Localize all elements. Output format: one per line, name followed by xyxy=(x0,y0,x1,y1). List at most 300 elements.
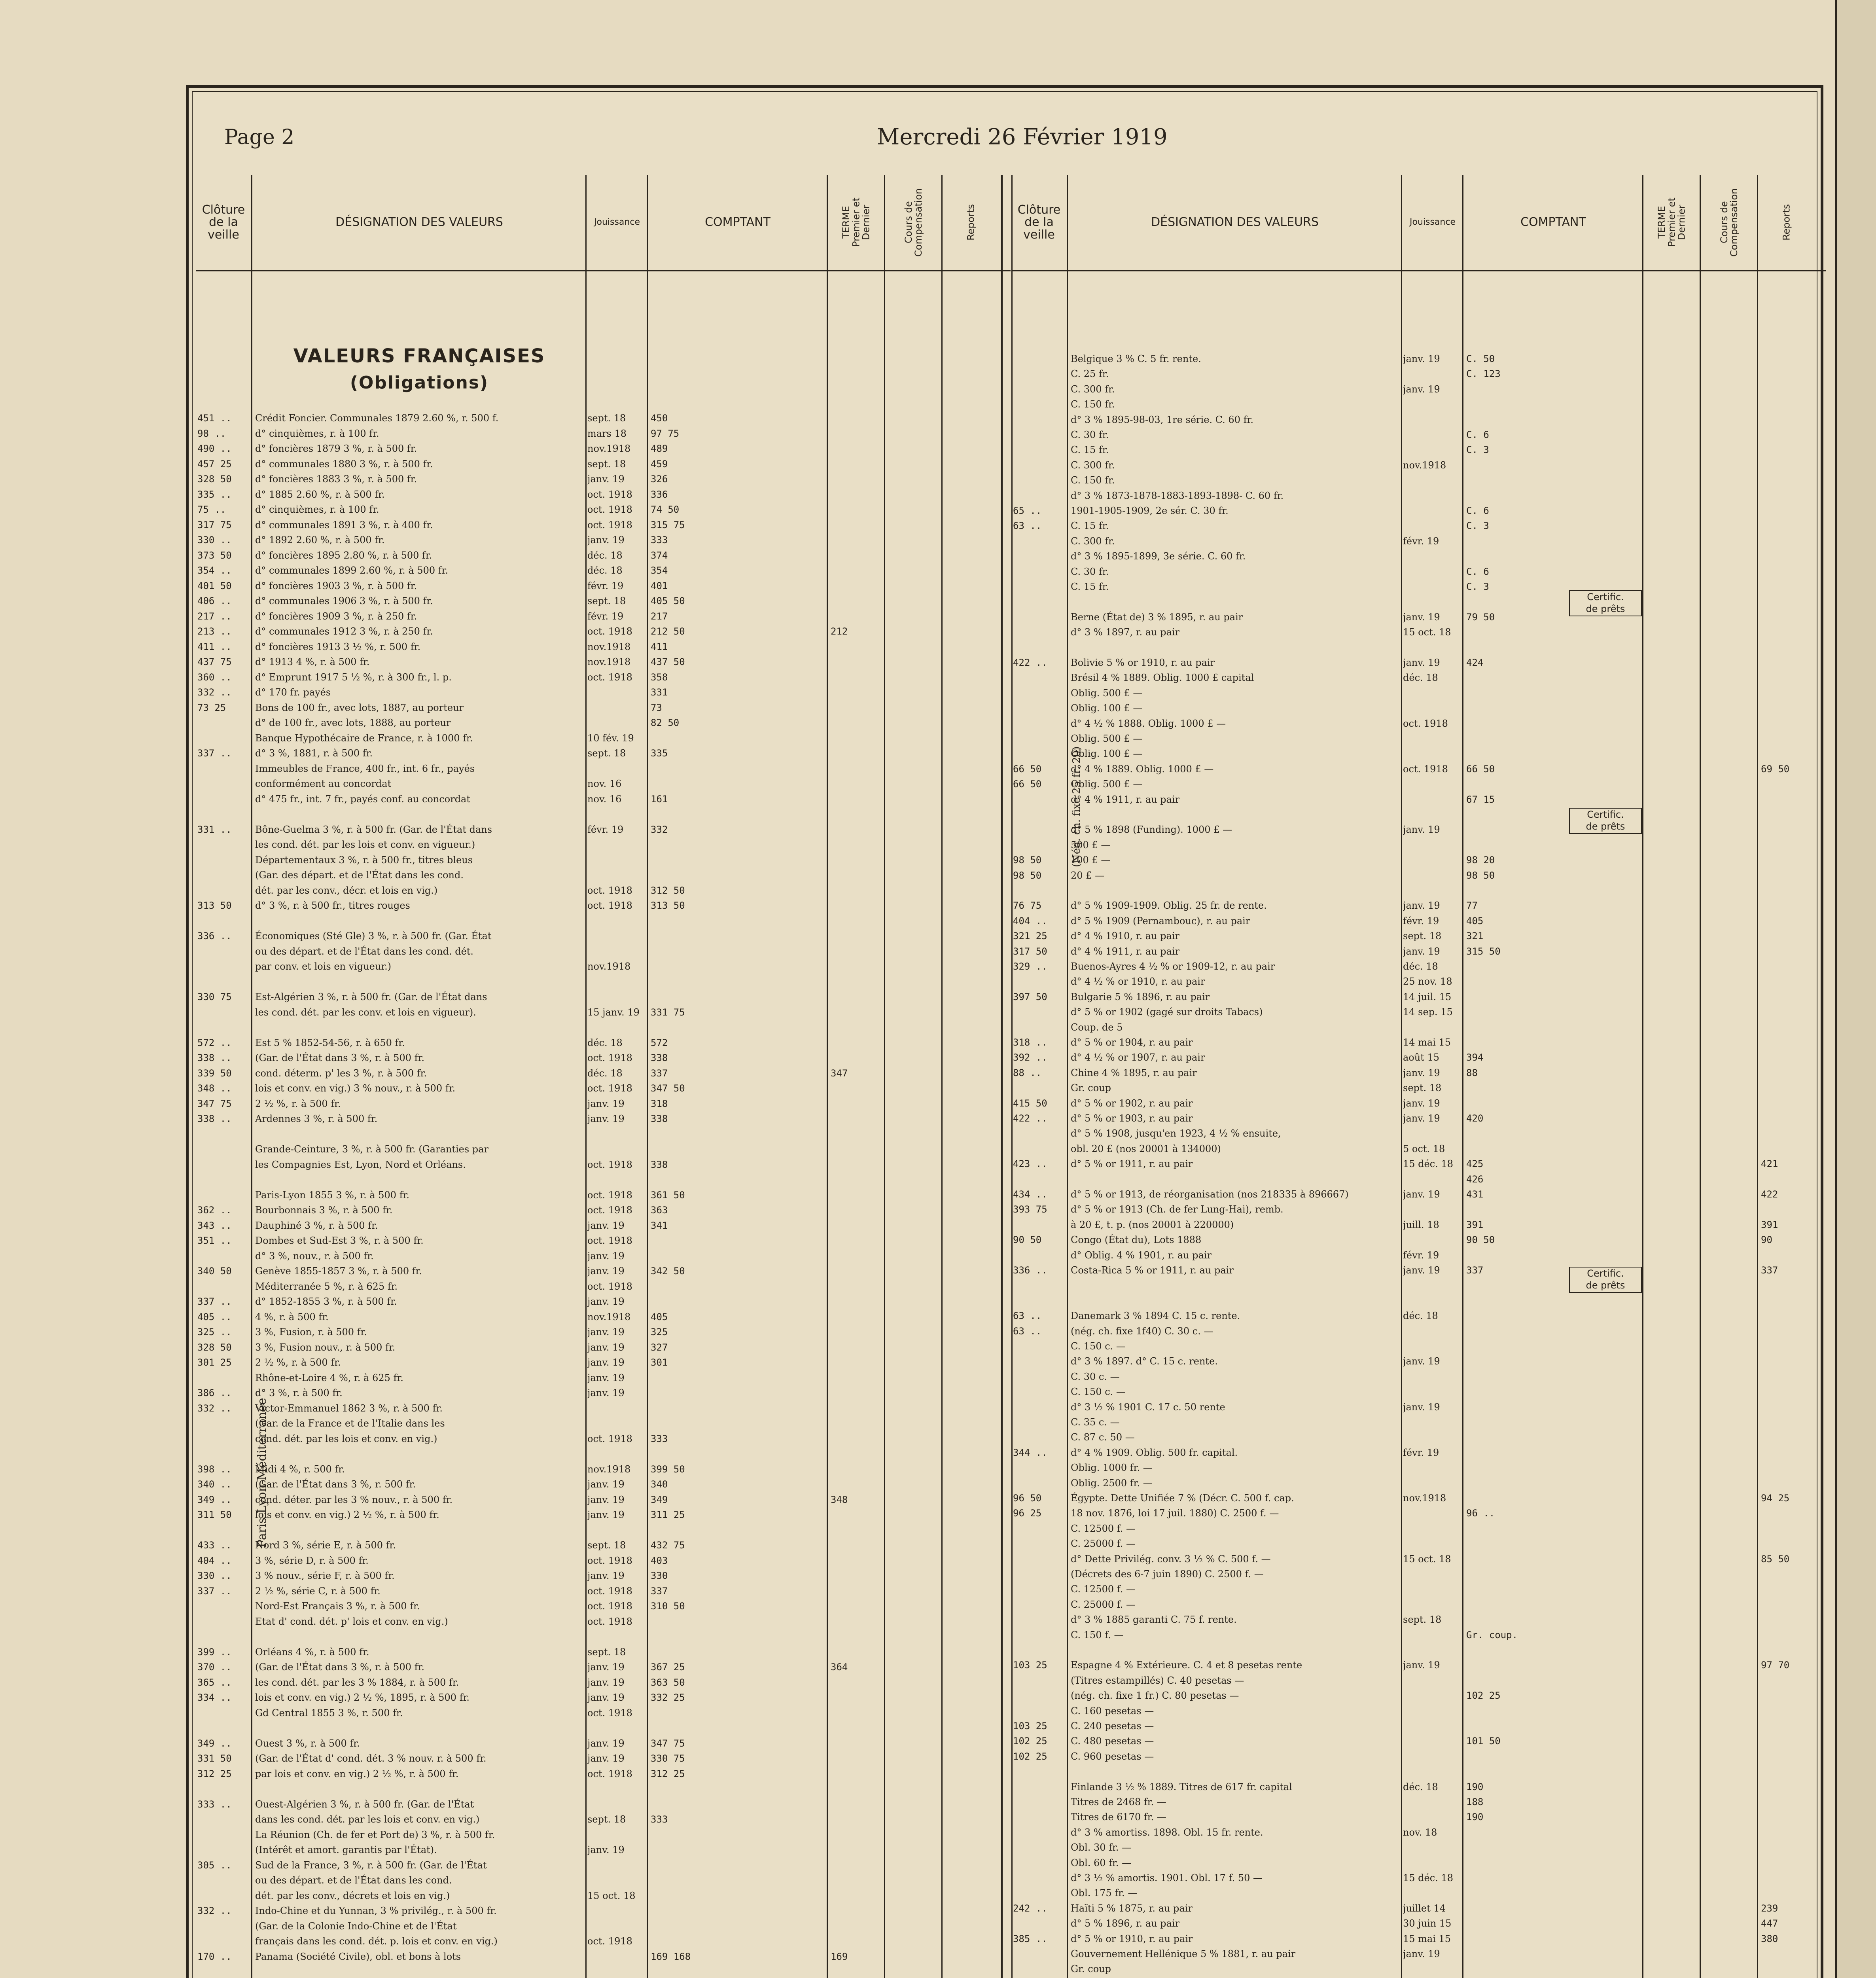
valeur-designation: d° 1885 2.60 %, r. à 500 fr. xyxy=(255,489,385,500)
table-row xyxy=(1011,1720,1826,1732)
cloture-value: 317 50 xyxy=(1013,945,1047,957)
jouissance-date: janv. 19 xyxy=(587,1250,625,1262)
cloture-value: 362 .. xyxy=(197,1205,232,1216)
valeur-designation: 3 %, série D, r. à 500 fr. xyxy=(255,1555,369,1566)
valeur-designation: Est 5 % 1852-54-56, r. à 650 fr. xyxy=(255,1037,405,1048)
table-row xyxy=(1011,1902,1826,1914)
table-row xyxy=(1011,1583,1826,1595)
jouissance-date: oct. 1918 xyxy=(587,1555,632,1566)
comptant-price: 411 xyxy=(651,641,668,652)
valeur-designation: Victor-Emmanuel 1862 3 %, r. à 500 fr. xyxy=(255,1402,443,1414)
valeur-designation: lois et conv. en vig.) 2 ½ %, 1895, r. à 500 fr. xyxy=(255,1692,470,1703)
valeur-designation: Oblig. 100 £ — xyxy=(1071,703,1143,714)
cloture-value: 385 .. xyxy=(1013,1933,1047,1944)
table-row xyxy=(196,428,1011,440)
comptant-price: 332 xyxy=(651,824,668,835)
table-row xyxy=(196,1677,1011,1688)
valeur-designation: C. 960 pesetas — xyxy=(1071,1751,1154,1762)
jouissance-date: 14 sep. 15 xyxy=(1403,1006,1453,1018)
table-row xyxy=(196,1661,1011,1673)
table-row xyxy=(1011,459,1826,471)
valeur-designation: (Gar. de la France et de l'Italie dans les xyxy=(255,1418,445,1429)
comptant-price: 315 50 xyxy=(1466,945,1501,957)
table-row xyxy=(1011,1234,1826,1246)
table-row xyxy=(1011,1310,1826,1322)
table-row xyxy=(1011,870,1826,881)
table-row xyxy=(196,1052,1011,1064)
table-row xyxy=(1011,702,1826,714)
cloture-value: 340 .. xyxy=(197,1479,232,1490)
table-row xyxy=(1011,1021,1826,1033)
jouissance-date: nov. 16 xyxy=(587,778,622,789)
table-row xyxy=(1011,368,1826,380)
comptant-price: 338 xyxy=(651,1052,668,1063)
jouissance-date: févr. 19 xyxy=(587,610,624,622)
comptant-price: 338 xyxy=(651,1113,668,1124)
comptant-price: 161 xyxy=(651,793,668,805)
table-row xyxy=(1011,687,1826,699)
jouissance-date: janv. 19 xyxy=(587,1266,625,1277)
table-row xyxy=(196,1859,1011,1871)
valeur-designation: cond. déter. par les 3 % nouv., r. à 500 fr. xyxy=(255,1494,453,1505)
comptant-price: 325 xyxy=(651,1326,668,1338)
jouissance-date: janv. 19 xyxy=(1403,611,1440,623)
table-row xyxy=(1011,1082,1826,1094)
cloture-value: 392 .. xyxy=(1013,1052,1047,1063)
table-row xyxy=(1011,763,1826,775)
table-row xyxy=(1011,1462,1826,1474)
comptant-price: C. 6 xyxy=(1466,566,1489,577)
table-row xyxy=(196,1646,1011,1658)
table-row xyxy=(1011,809,1826,820)
table-row xyxy=(1011,672,1826,684)
table-row xyxy=(1011,1052,1826,1063)
jouissance-date: 15 oct. 18 xyxy=(587,1890,636,1901)
table-row xyxy=(1011,1781,1826,1793)
table-row xyxy=(196,1905,1011,1917)
certificats-box-right-2: Certific. de prêts xyxy=(1569,808,1642,834)
comptant-price: 98 20 xyxy=(1466,854,1495,866)
valeur-designation: C. 15 fr. xyxy=(1071,581,1109,592)
table-row xyxy=(1011,1690,1826,1701)
table-row xyxy=(1011,398,1826,410)
cloture-value: 328 50 xyxy=(197,474,232,485)
valeur-designation: C. 87 c. 50 — xyxy=(1071,1432,1135,1443)
valeur-designation: 500 £ — xyxy=(1071,839,1111,851)
comptant-price: 354 xyxy=(651,565,668,576)
reports-value: 422 xyxy=(1761,1189,1778,1200)
valeur-designation: dét. par les conv., décr. et lois en vig.) xyxy=(255,885,438,896)
jouissance-date: oct. 1918 xyxy=(587,1281,632,1292)
table-row xyxy=(196,1692,1011,1703)
table-row xyxy=(1011,976,1826,987)
jouissance-date: janv. 19 xyxy=(587,1341,625,1353)
valeur-designation: Oblig. 2500 fr. — xyxy=(1071,1477,1153,1489)
table-row xyxy=(196,1387,1011,1399)
valeur-designation: d° 3 % 1873-1878-1883-1893-1898- C. 60 fr. xyxy=(1071,490,1284,501)
jouissance-date: 25 nov. 18 xyxy=(1403,976,1452,987)
table-row xyxy=(1011,1568,1826,1580)
jouissance-date: janv. 19 xyxy=(1403,1660,1440,1671)
plm-margin-label: Paris-Lyon-Méditerranée xyxy=(255,1398,269,1548)
table-row xyxy=(196,1707,1011,1719)
table-row xyxy=(196,1433,1011,1445)
terme-price: 348 xyxy=(831,1494,848,1505)
table-row xyxy=(1011,1629,1826,1641)
valeur-designation: C. 480 pesetas — xyxy=(1071,1735,1154,1747)
comptant-price: 405 xyxy=(651,1311,668,1322)
jouissance-date: oct. 1918 xyxy=(587,1616,632,1627)
valeur-designation: Gr. coup xyxy=(1071,1082,1111,1094)
column-header-right xyxy=(1011,175,1826,271)
comptant-price: 79 50 xyxy=(1466,611,1495,623)
reports-value: 97 70 xyxy=(1761,1660,1790,1671)
cloture-value: 63 .. xyxy=(1013,1310,1042,1322)
cloture-value: 96 50 xyxy=(1013,1493,1042,1504)
valeur-designation: Titres de 2468 fr. — xyxy=(1071,1796,1166,1807)
cloture-value: 337 .. xyxy=(197,1296,232,1307)
table-row xyxy=(1011,915,1826,927)
cloture-value: 170 .. xyxy=(197,1951,232,1962)
table-row xyxy=(196,610,1011,622)
table-row xyxy=(196,1570,1011,1582)
valeur-designation: d° 3 % 1897. d° C. 15 c. rente. xyxy=(1071,1356,1218,1367)
valeur-designation: Oblig. 500 £ — xyxy=(1071,687,1143,699)
jouissance-date: déc. 18 xyxy=(587,1037,623,1048)
comptant-price: 420 xyxy=(1466,1113,1484,1124)
comptant-price: 437 50 xyxy=(651,656,685,667)
jouissance-date: 14 juil. 15 xyxy=(1403,991,1452,1002)
valeur-designation: d° 3 % 1895-1899, 3e série. C. 60 fr. xyxy=(1071,551,1246,562)
valeur-designation: d° 3 % 1895-98-03, 1re série. C. 60 fr. xyxy=(1071,414,1253,425)
cloture-value: 490 .. xyxy=(197,443,232,454)
jouissance-date: mars 18 xyxy=(587,428,627,439)
table-row xyxy=(1011,1431,1826,1443)
comptant-price: 321 xyxy=(1466,930,1484,942)
jouissance-date: janv. 19 xyxy=(587,1692,625,1703)
valeur-designation: 3 % nouv., série F, r. à 500 fr. xyxy=(255,1570,395,1581)
jouissance-date: janv. 19 xyxy=(1403,1113,1440,1124)
valeur-designation: C. 35 c. — xyxy=(1071,1417,1120,1428)
cloture-value: 405 .. xyxy=(197,1311,232,1322)
cloture-value: 333 .. xyxy=(197,1798,232,1810)
comptant-price: 332 25 xyxy=(651,1692,685,1703)
table-row xyxy=(196,1951,1011,1963)
table-row xyxy=(196,1250,1011,1262)
valeur-designation: Espagne 4 % Extérieure. C. 4 et 8 pesetas rente xyxy=(1071,1660,1302,1671)
comptant-price: 432 75 xyxy=(651,1540,685,1551)
valeur-designation: C. 150 fr. xyxy=(1071,475,1115,486)
table-row xyxy=(1011,718,1826,729)
jouissance-date: 14 mai 15 xyxy=(1403,1037,1451,1048)
jouissance-date: janv. 19 xyxy=(587,1753,625,1764)
valeur-designation: Nord 3 %, série E, r. à 500 fr. xyxy=(255,1540,396,1551)
comptant-price: 338 xyxy=(651,1159,668,1170)
cloture-value: 330 .. xyxy=(197,1570,232,1581)
table-row xyxy=(196,1326,1011,1338)
reports-value: 85 50 xyxy=(1761,1553,1790,1565)
table-row xyxy=(1011,1842,1826,1853)
table-row xyxy=(1011,900,1826,911)
header-jouissance-right: Jouissance xyxy=(1410,217,1456,227)
table-row xyxy=(196,1417,1011,1429)
valeur-designation: d° 3 % amortiss. 1898. Obl. 15 fr. rente. xyxy=(1071,1826,1263,1838)
cloture-value: 63 .. xyxy=(1013,520,1042,532)
header-compensation-right: Cours de Compensation xyxy=(1718,188,1740,257)
cloture-value: 73 25 xyxy=(197,702,226,713)
table-row xyxy=(196,1311,1011,1323)
jouissance-date: janv. 19 xyxy=(1403,383,1440,395)
table-row xyxy=(1011,1507,1826,1519)
cloture-value: 393 75 xyxy=(1013,1204,1047,1215)
valeur-designation: Méditerranée 5 %, r. à 625 fr. xyxy=(255,1281,398,1292)
valeur-designation: Berne (État de) 3 % 1895, r. au pair xyxy=(1071,611,1243,623)
valeur-designation: à 20 £, t. p. (nos 20001 à 220000) xyxy=(1071,1219,1234,1230)
table-row xyxy=(196,686,1011,698)
jouissance-date: oct. 1918 xyxy=(587,519,632,530)
table-row xyxy=(196,1341,1011,1353)
jouissance-date: 15 mai 15 xyxy=(1403,1933,1451,1944)
cloture-value: 437 75 xyxy=(197,656,232,667)
table-row xyxy=(196,473,1011,485)
table-row xyxy=(1011,1386,1826,1398)
cloture-value: 312 25 xyxy=(197,1768,232,1779)
valeur-designation: (Gar. de l'État dans 3 %, r. à 500 fr. xyxy=(255,1052,425,1063)
table-row xyxy=(1011,748,1826,760)
comptant-price: 311 25 xyxy=(651,1509,685,1520)
table-row xyxy=(1011,1264,1826,1276)
jouissance-date: janv. 19 xyxy=(1403,945,1440,957)
valeur-designation: ou des départ. et de l'État dans les cond. dét. xyxy=(255,945,474,957)
table-row xyxy=(1011,1751,1826,1762)
reports-value: 337 xyxy=(1761,1265,1778,1276)
table-row xyxy=(1011,778,1826,790)
comptant-price: Gr. coup. xyxy=(1466,1629,1518,1641)
valeur-designation: 3 %, Fusion, r. à 500 fr. xyxy=(255,1326,367,1338)
comptant-price: 188 xyxy=(1466,1796,1484,1807)
jouissance-date: 15 oct. 18 xyxy=(1403,627,1451,638)
jouissance-date: janv. 19 xyxy=(587,1387,625,1398)
table-row xyxy=(196,519,1011,531)
table-row xyxy=(1011,1948,1826,1960)
comptant-price: 337 xyxy=(651,1585,668,1597)
comptant-price: 391 xyxy=(1466,1219,1484,1230)
reports-value: 391 xyxy=(1761,1219,1778,1230)
table-row xyxy=(196,1539,1011,1551)
section-title-french: VALEURS FRANÇAISES xyxy=(293,345,545,367)
cloture-value: 96 25 xyxy=(1013,1508,1042,1519)
valeur-designation: d° foncières 1879 3 %, r. à 500 fr. xyxy=(255,443,417,454)
table-row xyxy=(1011,1811,1826,1823)
table-row xyxy=(196,1067,1011,1079)
jouissance-date: oct. 1918 xyxy=(587,1235,632,1246)
cloture-value: 340 50 xyxy=(197,1266,232,1277)
table-row xyxy=(196,1220,1011,1232)
table-row xyxy=(1011,611,1826,623)
valeur-designation: Obl. 30 fr. — xyxy=(1071,1842,1132,1853)
valeur-designation: (nég. ch. fixe 1 fr.) C. 80 pesetas — xyxy=(1071,1690,1239,1701)
terme-price: 169 xyxy=(831,1951,848,1962)
table-row xyxy=(196,1402,1011,1414)
header-designation: DÉSIGNATION DES VALEURS xyxy=(335,215,503,229)
valeur-designation: C. 12500 f. — xyxy=(1071,1584,1136,1595)
table-row xyxy=(1011,1872,1826,1884)
comptant-price: 101 50 xyxy=(1466,1735,1501,1747)
cloture-value: 351 .. xyxy=(197,1235,232,1246)
cloture-value: 328 50 xyxy=(197,1341,232,1353)
jouissance-date: déc. 18 xyxy=(1403,672,1438,684)
table-row xyxy=(1011,1933,1826,1945)
table-row xyxy=(196,1113,1011,1125)
table-row xyxy=(1011,1416,1826,1428)
valeur-designation: conformément au concordat xyxy=(255,778,392,789)
terme-price: 212 xyxy=(831,626,848,637)
table-row xyxy=(196,1296,1011,1307)
reports-value: 380 xyxy=(1761,1933,1778,1944)
valeur-designation: C. 30 c. — xyxy=(1071,1371,1120,1382)
comptant-price: 347 50 xyxy=(651,1083,685,1094)
table-row xyxy=(1011,1796,1826,1808)
jouissance-date: janv. 19 xyxy=(1403,1067,1440,1078)
comptant-price: 358 xyxy=(651,671,668,683)
comptant-price: 405 50 xyxy=(651,595,685,606)
newspaper-sheet xyxy=(186,85,1823,1978)
table-row xyxy=(196,1098,1011,1110)
table-row xyxy=(1011,839,1826,851)
comptant-price: 313 50 xyxy=(651,900,685,911)
cloture-value: 98 50 xyxy=(1013,870,1042,881)
valeur-designation: d° communales 1899 2.60 %, r. à 500 fr. xyxy=(255,565,449,576)
cloture-value: 75 .. xyxy=(197,504,226,515)
header-reports-right: Reports xyxy=(1781,204,1792,241)
table-row xyxy=(1011,930,1826,942)
valeur-designation: Égypte. Dette Unifiée 7 % (Décr. C. 500 f. cap. xyxy=(1071,1493,1294,1504)
valeur-designation: Brésil 4 % 1889. Oblig. 1000 £ capital xyxy=(1071,672,1254,684)
table-row xyxy=(1011,383,1826,395)
table-row xyxy=(1011,1067,1826,1079)
valeur-designation: d° 5 % 1909 (Pernambouc), r. au pair xyxy=(1071,915,1250,926)
comptant-price: 374 xyxy=(651,549,668,561)
header-comptant-right: COMPTANT xyxy=(1520,215,1586,229)
table-row xyxy=(196,930,1011,942)
jouissance-date: févr. 19 xyxy=(1403,1249,1439,1261)
table-row xyxy=(196,778,1011,790)
valeur-designation: d° 5 % 1898 (Funding). 1000 £ — xyxy=(1071,824,1232,836)
valeur-designation: d° 5 % 1909-1909. Oblig. 25 fr. de rente. xyxy=(1071,900,1267,911)
valeur-designation: d° 5 % or 1910, r. au pair xyxy=(1071,1933,1193,1944)
table-row xyxy=(1011,1006,1826,1018)
table-row xyxy=(1011,1127,1826,1139)
jouissance-date: sept. 18 xyxy=(587,748,626,759)
valeur-designation: les cond. dét. par les lois et conv. en vigueur.) xyxy=(255,839,475,850)
table-row xyxy=(1011,1401,1826,1413)
table-row xyxy=(1011,1887,1826,1899)
valeur-designation: Bolivie 5 % or 1910, r. au pair xyxy=(1071,657,1215,668)
jouissance-date: sept. 18 xyxy=(1403,1614,1442,1626)
valeur-designation: C. 160 pesetas — xyxy=(1071,1705,1154,1717)
reports-value: 421 xyxy=(1761,1158,1778,1170)
valeur-designation: Indo-Chine et du Yunnan, 3 % privilég., r. à 500 fr. xyxy=(255,1905,497,1916)
bresil-margin-label: (Nég. ch. fixe 25 fr. 20) xyxy=(1071,746,1083,867)
jouissance-date: janv. 19 xyxy=(587,1737,625,1749)
valeur-designation: d° 3 ½ % amortis. 1901. Obl. 17 f. 50 — xyxy=(1071,1872,1263,1883)
cloture-value: 347 75 xyxy=(197,1098,232,1109)
cloture-value: 334 .. xyxy=(197,1692,232,1703)
cloture-value: 338 .. xyxy=(197,1113,232,1124)
valeur-designation: (Gar. de l'État dans 3 %, r. 500 fr. xyxy=(255,1479,416,1490)
jouissance-date: janv. 19 xyxy=(1403,1356,1440,1367)
valeur-designation: Dombes et Sud-Est 3 %, r. à 500 fr. xyxy=(255,1235,424,1246)
header-cloture-right: Clôture de la veille xyxy=(1017,203,1061,242)
table-row xyxy=(196,885,1011,896)
jouissance-date: oct. 1918 xyxy=(587,900,632,911)
valeur-designation: Ouest-Algérien 3 %, r. à 500 fr. (Gar. de l'État xyxy=(255,1798,474,1810)
table-row xyxy=(1011,1477,1826,1489)
jouissance-date: août 15 xyxy=(1403,1052,1440,1063)
table-row xyxy=(196,565,1011,576)
jouissance-date: nov.1918 xyxy=(587,641,631,652)
table-row xyxy=(196,763,1011,775)
valeur-designation: d° communales 1891 3 %, r. à 400 fr. xyxy=(255,519,433,530)
column-header xyxy=(196,175,1011,271)
reports-value: 69 50 xyxy=(1761,763,1790,775)
valeur-designation: Dauphiné 3 %, r. à 500 fr. xyxy=(255,1220,378,1231)
valeur-designation: Oblig. 100 £ — xyxy=(1071,748,1143,760)
table-row xyxy=(1011,854,1826,866)
page-header xyxy=(189,88,1821,150)
table-row xyxy=(1011,626,1826,638)
cloture-value: 305 .. xyxy=(197,1859,232,1871)
comptant-price: 394 xyxy=(1466,1052,1484,1063)
table-row xyxy=(196,1478,1011,1490)
cloture-value: 411 .. xyxy=(197,641,232,652)
valeur-designation: (Titres estampillés) C. 40 pesetas — xyxy=(1071,1675,1244,1686)
valeur-designation: C. 15 fr. xyxy=(1071,444,1109,456)
valeur-designation: 100 £ — xyxy=(1071,854,1111,866)
valeur-designation: Bulgarie 5 % 1896, r. au pair xyxy=(1071,991,1210,1002)
table-row xyxy=(1011,566,1826,578)
comptant-price: 363 xyxy=(651,1205,668,1216)
valeur-designation: d° communales 1912 3 %, r. à 250 fr. xyxy=(255,626,433,637)
page-number: Page 2 xyxy=(224,125,295,149)
valeur-designation: d° 4 % 1911, r. au pair xyxy=(1071,794,1179,805)
comptant-price: 312 50 xyxy=(651,885,685,896)
table-row xyxy=(196,1204,1011,1216)
valeur-designation: C. 150 f. — xyxy=(1071,1629,1124,1641)
table-row xyxy=(1011,1325,1826,1337)
header-compensation: Cours de Compensation xyxy=(903,188,924,257)
table-row xyxy=(1011,1447,1826,1459)
jouissance-date: janv. 19 xyxy=(587,1662,625,1673)
table-row xyxy=(196,1021,1011,1033)
table-row xyxy=(1011,1219,1826,1231)
valeur-designation: d° 3 %, r. à 500 fr., titres rouges xyxy=(255,900,410,911)
valeur-designation: 1901-1905-1909, 2e sér. C. 30 fr. xyxy=(1071,505,1229,516)
comptant-price: C. 123 xyxy=(1466,368,1501,380)
table-row xyxy=(196,1890,1011,1902)
jouissance-date: janv. 19 xyxy=(587,1326,625,1338)
valeur-designation: Ardennes 3 %, r. à 500 fr. xyxy=(255,1113,378,1124)
page-date: Mercredi 26 Février 1919 xyxy=(877,124,1168,150)
jouissance-date: oct. 1918 xyxy=(587,1707,632,1718)
comptant-price: 301 xyxy=(651,1357,668,1368)
comptant-price: 426 xyxy=(1466,1173,1484,1185)
comptant-price: 327 xyxy=(651,1341,668,1353)
cloture-value: 344 .. xyxy=(1013,1447,1047,1458)
jouissance-date: janv. 19 xyxy=(587,1570,625,1581)
valeur-designation: d° foncières 1909 3 %, r. à 250 fr. xyxy=(255,610,417,622)
reports-value: 90 xyxy=(1761,1234,1772,1246)
